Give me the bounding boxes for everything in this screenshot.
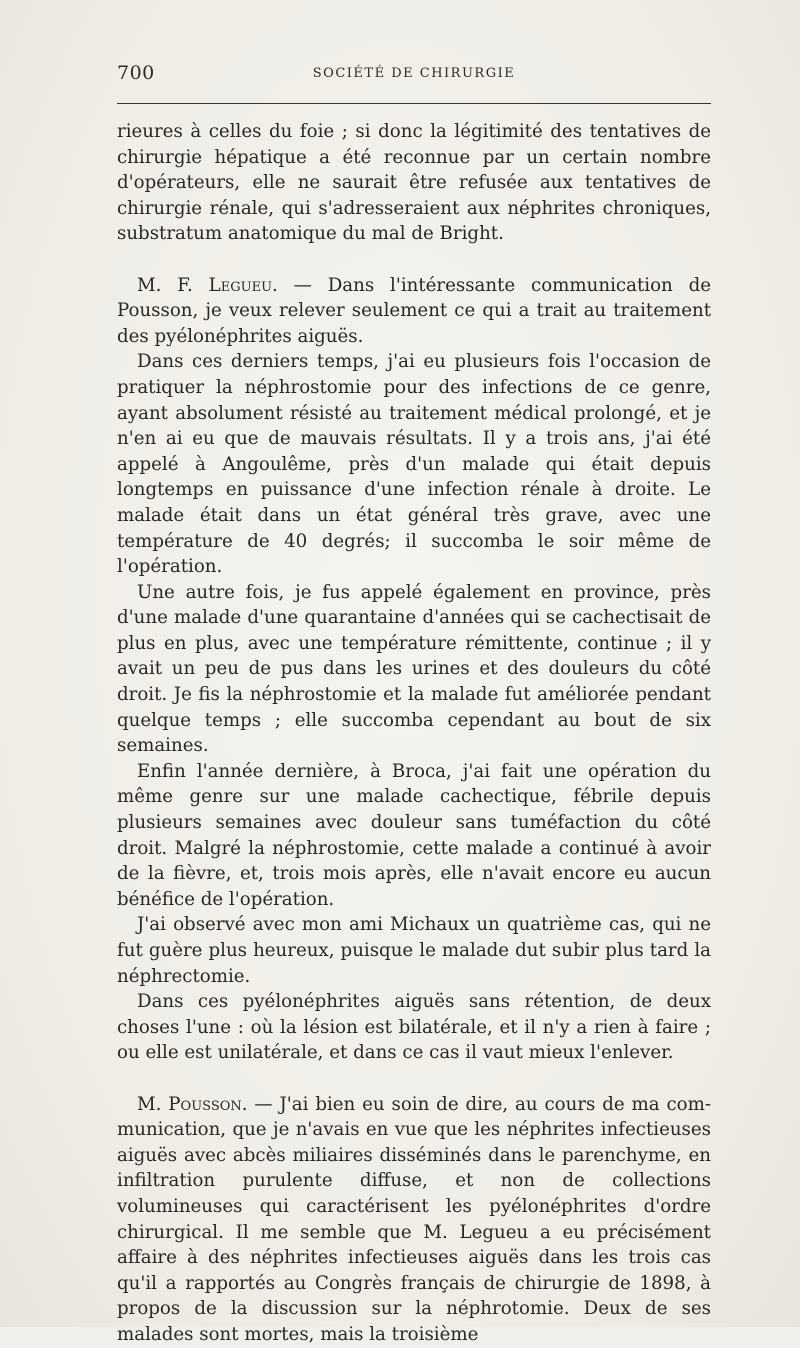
paragraph-text: . — J'ai bien eu soin de dire, au cours de ma communication, que je n'avais en vue que les néphrites infectieuses aiguës avec abcès miliaires disséminés dans le parenchyme, en infiltration purulente diffuse, et non de collections volumineuses qui caractérisent les pyélonéphrites d'ordre chirurgical. Il me semble que M. Legueu a eu précisément affaire à des néphrites infectieuses aiguës dans les trois cas qu'il a rapportés au Congrès français de chirurgie de 1898, à propos de la discussion sur la néphrotomie. Deux de ses malades sont mortes, mais la troisième [117, 1093, 712, 1345]
paragraph: Une autre fois, je fus appelé également en province, près d'une malade d'une quarantaine d'années qui se cachectisait de plus en plus, avec une température rémittente, continue ; il y avait un peu de pus dans les urines et des douleurs du côté droit. Je fis la néphrostomie et la malade fut améliorée pendant quelque temps ; elle succomba cependant au bout de six semaines. [117, 581, 711, 757]
paragraph-pousson-reply [117, 1092, 711, 1348]
section-gap [117, 247, 711, 273]
paragraph: Dans ces pyélonéphrites aiguës sans rétention, de deux choses l'une : où la lésion est bilatérale, et il n'y a rien à faire ; ou elle est unilatérale, et dans ce cas il vaut mieux l'enlever. [117, 991, 711, 1064]
paragraph: J'ai observé avec mon ami Michaux un quatrième cas, qui ne fut guère plus heureux, puisque le malade dut subir plus tard la néphrectomie. [117, 914, 711, 987]
paragraph-text: . — Dans l'intéressante communication de Pousson, je veux relever seulement ce qui a trait au traitement des pyélonéphrites aiguës. [117, 274, 711, 347]
speaker-prefix: M. [137, 1093, 169, 1115]
paragraph: Dans ces derniers temps, j'ai eu plusieurs fois l'occasion de pratiquer la néphrostomie pour des infections de ce genre, ayant absolument résisté au traitement médical prolongé, et je n'en ai eu que de mauvais résultats. Il y a trois ans, j'ai été appelé à Angoulême, près d'un malade qui était depuis longtemps en puissance d'une infection rénale à droite. Le malade était dans un état général très grave, avec une température de 40 degrés; il succomba le soir même de l'opération. [117, 351, 711, 578]
running-title: SOCIÉTÉ DE CHIRURGIE [312, 66, 516, 81]
page-header [117, 62, 711, 92]
section-gap [117, 1066, 711, 1092]
speaker-name: Legueu [208, 274, 273, 296]
paragraph-legueu-intro [117, 273, 711, 350]
speaker-prefix: M. F. [137, 274, 209, 296]
speaker-name: Pousson [168, 1093, 242, 1115]
paragraph-continuation: rieures à celles du foie ; si donc la légitimité des tentatives de chirurgie hépatique a été reconnue par un certain nombre d'opérateurs, elle ne saurait être refusée aux tentatives de chirurgie rénale, qui s'adresseraient aux néphrites chroniques, substratum anatomique du mal de Bright. [117, 121, 711, 245]
page-number: 700 [117, 62, 155, 84]
header-rule [117, 103, 711, 104]
body-text [117, 119, 711, 1348]
paragraph: Enfin l'année dernière, à Broca, j'ai fait une opération du même genre sur une malade cachectique, fébrile depuis plusieurs semaines avec douleur sans tuméfaction du côté droit. Malgré la néphrostomie, cette malade a continué à avoir de la fièvre, et, trois mois après, elle n'avait encore eu aucun bénéfice de l'opération. [117, 760, 711, 910]
